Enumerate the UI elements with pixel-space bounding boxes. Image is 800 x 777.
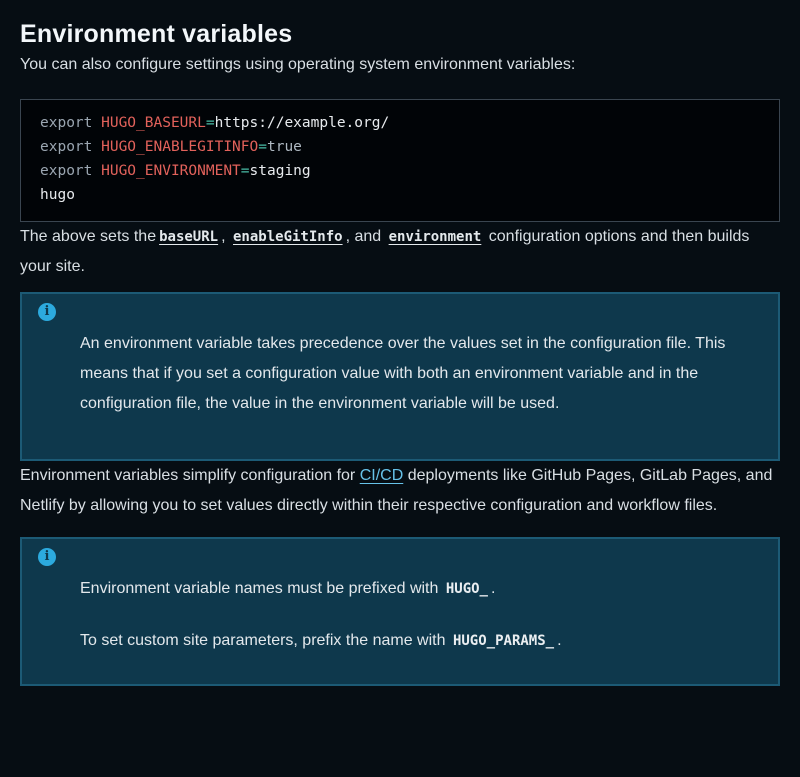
text-segment: The above sets the: [20, 228, 157, 245]
callout-body: [80, 329, 748, 431]
code-token: export: [40, 163, 102, 179]
text-segment: An environment variable takes precedence over the values set in the configuration file. This means that if you set a configuration value with both an environment variable and in the configuration file, the value in the environment variable will be used.: [80, 335, 726, 412]
inline-link[interactable]: enableGitInfo: [233, 229, 343, 245]
inline-link[interactable]: environment: [388, 229, 482, 245]
intro-paragraph: [20, 50, 780, 80]
code-token: =: [240, 163, 250, 179]
inline-link[interactable]: CI/CD: [359, 467, 404, 484]
text-segment: ,: [221, 228, 230, 245]
callout-paragraph: [80, 626, 748, 656]
text-segment: Environment variables simplify configuration for: [20, 467, 360, 484]
code-line: [40, 135, 760, 159]
callout-paragraph: [80, 574, 748, 604]
code-token: =: [205, 115, 215, 131]
text-segment: deployments like GitHub Pages, GitLab Pages, and Netlify by allowing you to set values directly within their respective configuration and workflow files.: [20, 467, 773, 514]
inline-link[interactable]: baseURL: [159, 229, 219, 245]
code-line: [40, 111, 760, 135]
code-token: export: [40, 115, 102, 131]
callout-body: [80, 574, 748, 656]
code-token: https://example.org/: [214, 115, 390, 131]
code-token: true: [266, 139, 302, 155]
text-segment: , and: [345, 228, 386, 245]
text-segment: You can also configure settings using operating system environment variables:: [20, 56, 576, 73]
code-token: HUGO_ENVIRONMENT: [101, 163, 241, 179]
config-options-paragraph: [20, 222, 780, 282]
text-segment: HUGO_PARAMS_: [452, 633, 555, 649]
text-segment: .: [557, 632, 562, 649]
text-segment: Environment variable names must be prefixed with: [80, 580, 443, 597]
callout-note-prefix: [20, 537, 780, 686]
callout-note-precedence: [20, 292, 780, 461]
text-segment: HUGO_: [445, 581, 488, 597]
code-line: [40, 159, 760, 183]
code-token: HUGO_ENABLEGITINFO: [101, 139, 259, 155]
code-line: [40, 183, 760, 207]
code-token: hugo: [40, 187, 75, 203]
info-icon: i: [38, 303, 56, 321]
callout-paragraph: [80, 329, 748, 419]
code-token: export: [40, 139, 102, 155]
code-token: =: [258, 139, 267, 155]
info-icon: i: [38, 548, 56, 566]
code-token: staging: [249, 163, 311, 179]
text-segment: To set custom site parameters, prefix the name with: [80, 632, 450, 649]
code-block: [20, 99, 780, 222]
code-content: [40, 111, 760, 207]
cicd-paragraph: [20, 461, 780, 521]
page-title: Environment variables: [20, 20, 293, 48]
text-segment: .: [491, 580, 496, 597]
text-segment: configuration options and then builds your site.: [20, 228, 750, 275]
code-token: HUGO_BASEURL: [101, 115, 206, 131]
